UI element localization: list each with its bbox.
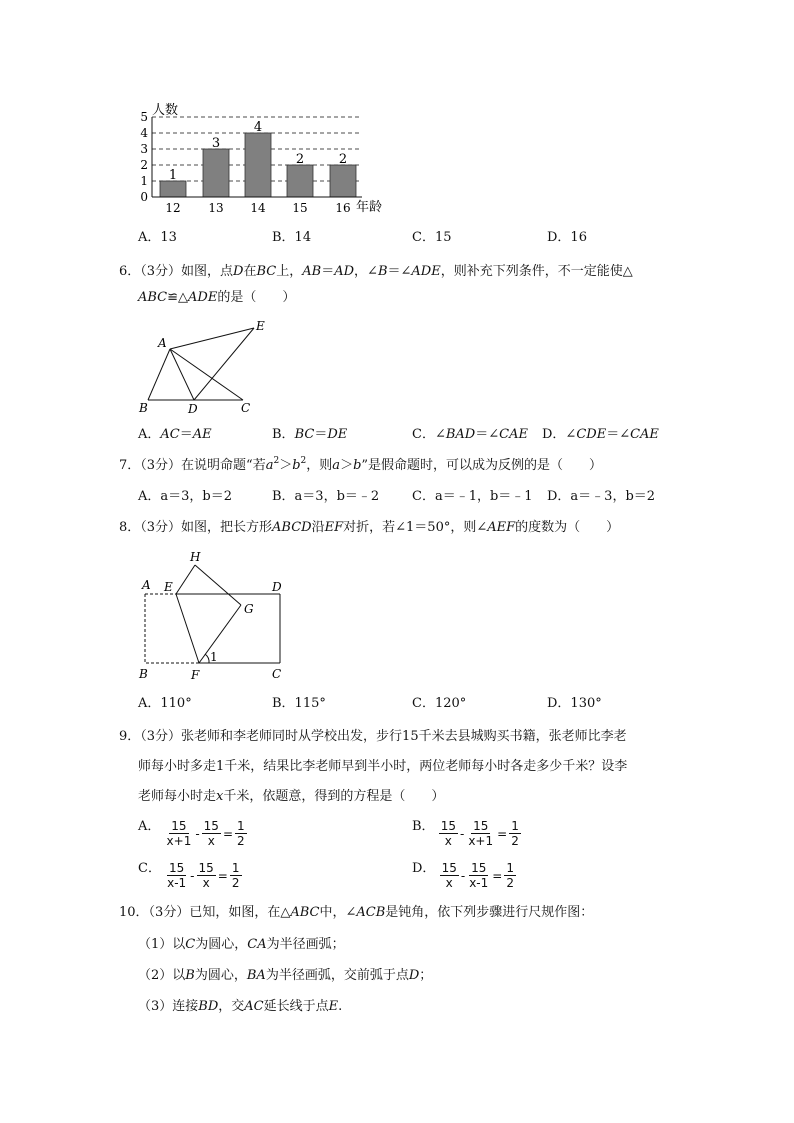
q8-option-b[interactable]: B．115° [272,696,326,711]
q8-label-f: F [191,668,200,682]
q6-label-a: A [158,336,167,350]
q9-stem-line2: 师每小时多走1千米，结果比李老师早到半小时，两位老师每小时各走多少千米？设李 [138,759,628,774]
bar-14 [245,133,271,197]
bar-value-label: 4 [253,120,263,135]
y-tick-label: 4 [140,126,148,140]
q5-option-b[interactable]: B．14 [272,230,312,245]
q8-option-c[interactable]: C．120° [412,696,467,711]
y-axis-label: 人数 [152,103,179,118]
y-tick-label: 0 [140,190,148,204]
q5-option-a[interactable]: A．13 [138,230,177,245]
q6-triangle-figure [130,318,280,418]
bar-15 [287,165,313,197]
q7-option-c[interactable]: C．a＝﹣1，b＝﹣1 [412,489,533,504]
bar-value-label: 3 [211,136,221,151]
q9-option-b[interactable]: B． $\frac{15}{x}$ - $\frac{15}{x+1}$ = $\frac{1}{2}$ [412,819,519,848]
q8-stem: 8．（3分）如图，把长方形ABCD沿EF对折，若∠1＝50°，则∠AEF的度数为（ ） [119,520,620,535]
q9-stem-line3: 老师每小时走x千米，依题意，得到的方程是（ ） [138,789,445,804]
x-tick-label: 15 [292,201,308,215]
y-tick-label: 3 [140,142,148,156]
bar-16 [330,165,356,197]
x-axis-label: 年龄 [356,200,383,215]
q9-option-a[interactable]: A． $\frac{15}{x+1}$ - $\frac{15}{x}$ = $\frac{1}{2}$ [138,819,245,848]
q8-option-a[interactable]: A．110° [138,696,192,711]
q7-option-a[interactable]: A．a＝3，b＝2 [138,489,233,504]
y-tick-label: 5 [140,110,148,124]
q7-option-d[interactable]: D．a＝﹣3，b＝2 [547,489,656,504]
x-tick-label: 16 [335,201,351,215]
q6-label-e: E [256,319,265,333]
bar-12 [160,181,186,197]
q8-label-h: H [190,550,201,564]
bar-value-label: 2 [338,152,348,167]
q9-stem-line1: 9．（3分）张老师和李老师同时从学校出发，步行15千米去县城购买书籍，张老师比李老 [119,729,627,744]
q8-option-d[interactable]: D．130° [547,696,602,711]
q5-option-d[interactable]: D．16 [547,230,587,245]
q8-folded-rectangle-figure [130,545,295,685]
q6-label-b: B [139,401,148,415]
y-tick-label: 2 [140,158,148,172]
y-tick-label: 1 [140,174,148,188]
q8-label-a: A [142,578,151,592]
q8-label-b: B [139,667,148,681]
bar-13 [203,149,229,197]
q6-option-a[interactable]: A．AC＝AE [138,427,212,442]
q9-option-c[interactable]: C． $\frac{15}{x-1}$ - $\frac{15}{x}$ = $\frac{1}{2}$ [138,861,240,890]
q9-option-d[interactable]: D． $\frac{15}{x}$ - $\frac{15}{x-1}$ = $\frac{1}{2}$ [412,861,514,890]
q6-label-d: D [188,402,198,416]
q6-stem-line2: ABC≌△ADE的是（ ） [138,290,296,305]
q10-step-3: （3）连接BD，交AC延长线于点E. [138,999,343,1014]
q10-step-2: （2）以B为圆心，BA为半径画弧，交前弧于点D； [138,968,433,983]
q8-label-g: G [244,602,254,616]
bar-value-label: 1 [168,168,178,183]
q10-stem: 10．（3分）已知，如图，在△ABC中，∠ACB是钝角，依下列步骤进行尺规作图： [119,905,594,920]
q8-label-e: E [164,580,173,594]
q8-angle-label-1: 1 [210,650,218,664]
q6-option-b[interactable]: B．BC＝DE [272,427,348,442]
x-tick-label: 14 [250,201,266,215]
q6-option-c[interactable]: C．∠BAD＝∠CAE [412,427,528,442]
x-tick-label: 12 [165,201,181,215]
x-tick-label: 13 [208,201,224,215]
q10-step-1: （1）以C为圆心，CA为半径画弧； [138,937,345,952]
age-bar-chart [130,98,400,220]
q5-option-c[interactable]: C．15 [412,230,452,245]
q6-stem-line1: 6．（3分）如图，点D在BC上，AB＝AD，∠B＝∠ADE，则补充下列条件，不一定能使△ [119,264,633,279]
bar-value-label: 2 [295,152,305,167]
q6-label-c: C [241,401,251,415]
q8-label-c: C [272,667,282,681]
q7-stem: 7．（3分）在说明命题“若$a^2>b^2$，则a＞b”是假命题时，可以成为反例的是（ ） [119,456,603,473]
q8-label-d: D [272,580,282,594]
q7-option-b[interactable]: B．a＝3，b＝﹣2 [272,489,380,504]
q6-option-d[interactable]: D．∠CDE＝∠CAE [542,427,659,442]
